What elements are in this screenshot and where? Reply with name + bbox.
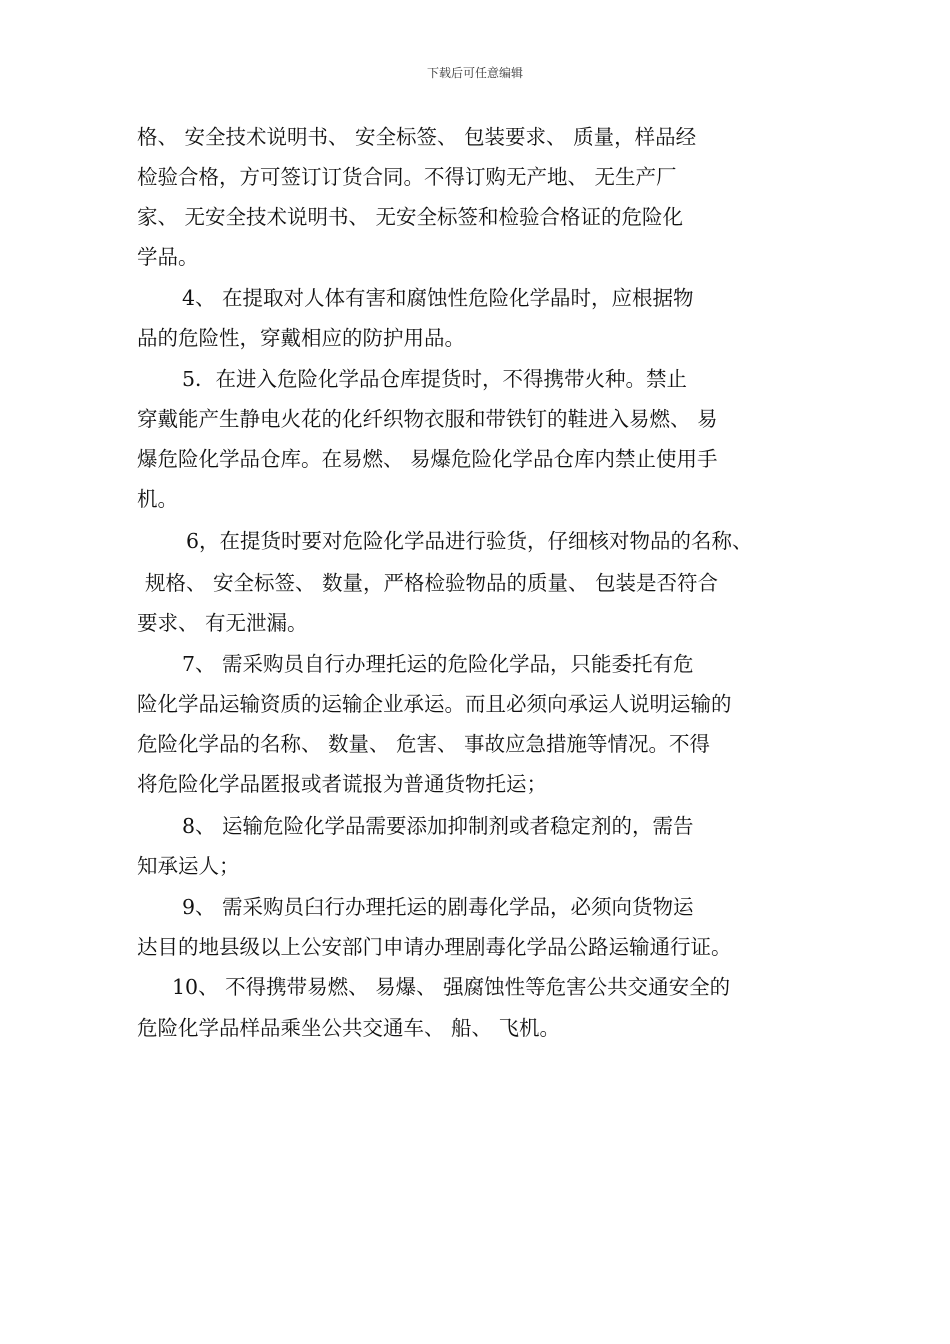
text-line: 达目的地县级以上公安部门申请办理剧毒化学品公路运输通行证。 — [137, 935, 732, 959]
text-line: 8、 运输危险化学品需要添加抑制剂或者稳定剂的，需告 — [182, 814, 694, 838]
text-line: 将危险化学品匿报或者谎报为普通货物托运； — [137, 772, 547, 796]
text-line: 学品。 — [137, 245, 199, 269]
text-line: 7、 需采购员自行办理托运的危险化学品，只能委托有危 — [182, 652, 694, 676]
text-line: 9、 需采购员臼行办理托运的剧毒化学品，必须向货物运 — [182, 895, 694, 919]
text-line: 品的危险性，穿戴相应的防护用品。 — [137, 326, 465, 350]
text-line: 4、 在提取对人体有害和腐蚀性危险化学晶时，应根据物 — [182, 286, 694, 310]
text-line: 危险化学品的名称、 数量、 危害、 事故应急措施等情况。不得 — [137, 732, 711, 756]
text-line: 险化学品运输资质的运输企业承运。而且必须向承运人说明运输的 — [137, 692, 732, 716]
text-line: 爆危险化学品仓库。在易燃、 易爆危险化学品仓库内禁止使用手 — [137, 447, 718, 471]
text-line: 10、 不得携带易燃、 易爆、 强腐蚀性等危害公共交通安全的 — [172, 975, 731, 999]
text-line: 要求、 有无泄漏。 — [137, 611, 308, 635]
text-line: 规格、 安全标签、 数量，严格检验物品的质量、 包装是否符合 — [145, 571, 719, 595]
text-line: 格、 安全技术说明书、 安全标签、 包装要求、 质量，样品经 — [137, 125, 697, 149]
text-line: 机。 — [137, 487, 178, 511]
text-line: 知承运人； — [137, 854, 240, 878]
page-header: 下载后可任意编辑 — [426, 66, 523, 80]
text-line: 5．在进入危险化学品仓库提货时，不得携带火种。禁止 — [182, 367, 688, 391]
text-line: 6，在提货时要对危险化学品进行验货，仔细核对物品的名称、 — [186, 529, 753, 553]
text-line: 穿戴能产生静电火花的化纤织物衣服和带铁钉的鞋进入易燃、 易 — [137, 407, 718, 431]
text-line: 危险化学品样品乘坐公共交通车、 船、 飞机。 — [137, 1016, 561, 1040]
text-line: 家、 无安全技术说明书、 无安全标签和检验合格证的危险化 — [137, 205, 684, 229]
text-line: 检验合格，方可签订订货合同。不得订购无产地、 无生产厂 — [137, 165, 677, 189]
